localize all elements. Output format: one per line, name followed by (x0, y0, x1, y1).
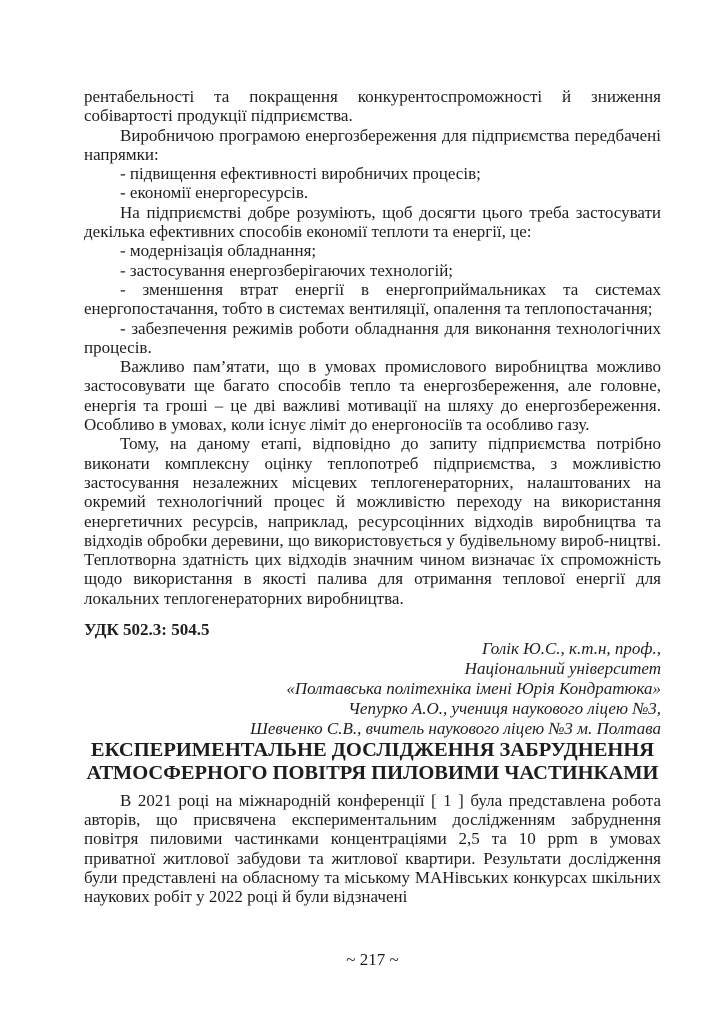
paragraph: Тому, на даному етапі, відповідно до запиту підприємства потрібно виконати комплексну оцінку теплопотреб підприємства, з можливістю застосування незалежних місцевих теплогенераторних, налаштованих на окремий технологічний процес й можливістю переходу на використання енергетичних ресурсів, наприклад, ресурсоцінних відходів виробництва та відходів обробки деревини, що використовується у будівельному вироб-ництві. Теплотворна здатність цих відходів значним чином визначає їх спроможність щодо використання в якості палива для отримання теплової енергії для локальних теплогенераторних виробництва. (84, 434, 661, 608)
author-line: Шевченко С.В., вчитель наукового ліцею №3 м. Полтава (250, 718, 661, 738)
paragraph: Виробничою програмою енергозбереження для підприємства передбачені напрямки: (84, 125, 661, 164)
paragraph: рентабельності та покращення конкурентоспроможності й зниження собівартості продукції підприємства. (84, 87, 661, 126)
article-title: ЕКСПЕРИМЕНТАЛЬНЕ ДОСЛІДЖЕННЯ ЗАБРУДНЕННЯ АТМОСФЕРНОГО ПОВІТРЯ ПИЛОВИМИ ЧАСТИНКАМИ (86, 738, 659, 784)
paragraph: - модернізація обладнання; (120, 241, 317, 261)
article-intro (84, 791, 661, 907)
paragraph: - забезпечення режимів роботи обладнання для виконання технологічних процесів. (84, 318, 661, 357)
paragraph: В 2021 році на міжнародній конференції [ 1 ] була представлена робота авторів, що присвячена експериментальним дослідженням забруднення повітря пиловими частинками концентраціями 2,5 та 10 ppm в умовах приватної житлової забудови та житлової квартири. Результати дослідження були представлені на обласному та міському МАНівських конкурсах шкільних наукових робіт у 2022 році й були відзначені (84, 790, 661, 907)
paragraph: - зменшення втрат енергії в енергоприймальниках та системах енергопостачання, тобто в системах вентиляції, опалення та теплопостачання; (84, 279, 661, 319)
udc-code: УДК 502.3: 504.5 (84, 620, 210, 640)
author-line: Чепурко А.О., учениця наукового ліцею №3, (348, 699, 661, 719)
paragraph: На підприємстві добре розуміють, щоб досягти цього треба застосувати декілька ефективних способів економії теплоти та енергії, це: (84, 202, 661, 242)
page-number: ~ 217 ~ (346, 950, 399, 969)
paragraph: - економії енергоресурсів. (120, 183, 309, 203)
paragraph: - підвищення ефективності виробничих процесів; (120, 164, 481, 184)
author-line: «Полтавська політехніка імені Юрія Кондратюка» (286, 679, 661, 699)
previous-article-tail (84, 87, 661, 608)
author-block (84, 639, 661, 739)
paragraph: Важливо пам’ятати, що в умовах промислового виробництва можливо застосовувати ще багато способів тепло та енергозбереження, але головне, енергія та гроші – це дві важливі мотивації на шляху до енергозбереження. Особливо в умовах, коли існує ліміт до енергоносіїв та особливо газу. (84, 357, 661, 435)
paragraph: - застосування енергозберігаючих технологій; (120, 260, 454, 280)
author-line: Національний університет (464, 659, 661, 679)
author-line: Голік Ю.С., к.т.н, проф., (481, 639, 661, 659)
